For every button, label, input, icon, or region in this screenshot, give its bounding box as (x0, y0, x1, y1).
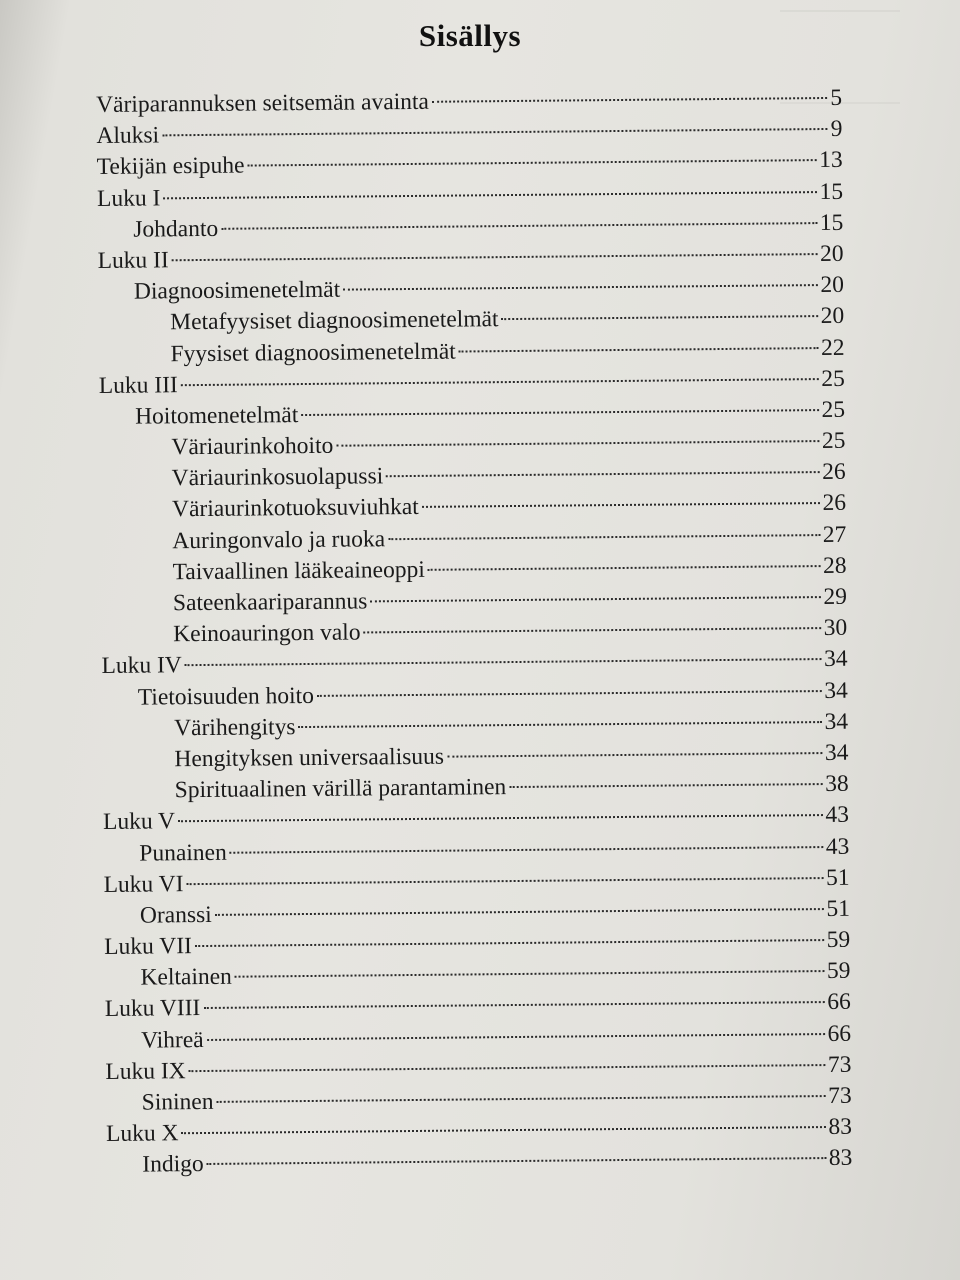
dot-leader (186, 877, 823, 885)
toc-entry-label: Auringonvalo ja ruoka (172, 525, 386, 554)
toc-entry-label: Väriparannuksen seitsemän avainta (96, 88, 430, 118)
toc-entry-page-number: 13 (819, 147, 843, 174)
toc-entry-label: Johdanto (133, 215, 219, 243)
toc-entry-label: Hoitomenetelmät (135, 401, 299, 430)
toc-entry-page-number: 43 (825, 802, 850, 829)
toc-entry-label: Luku VIII (104, 995, 201, 1023)
dot-leader (428, 565, 820, 571)
dot-leader (162, 128, 828, 136)
toc-entry-label: Vihreä (140, 1026, 204, 1054)
dot-leader (235, 970, 824, 978)
toc-entry-page-number: 30 (823, 615, 848, 642)
toc-entry-page-number: 15 (819, 209, 844, 236)
toc-entry-page-number: 9 (830, 116, 843, 143)
toc-entry-label: Luku III (98, 371, 178, 399)
toc-entry-page-number: 34 (824, 708, 849, 735)
toc-entry-label: Luku I (96, 184, 161, 212)
dot-leader (185, 658, 821, 666)
toc-entry-page-number: 25 (821, 365, 845, 392)
toc-entry-page-number: 34 (824, 739, 849, 766)
dot-leader (336, 440, 819, 447)
table-of-contents (96, 83, 852, 1182)
dot-leader (364, 627, 821, 633)
dot-leader (189, 1064, 825, 1072)
dot-leader (172, 253, 817, 261)
dot-leader (447, 752, 822, 758)
toc-entry (106, 1143, 852, 1181)
dot-leader (248, 159, 817, 166)
toc-entry-label: Luku VI (103, 870, 184, 898)
toc-entry-page-number: 34 (823, 646, 848, 673)
toc-entry-label: Luku V (102, 808, 176, 836)
toc-entry-page-number: 26 (822, 490, 847, 517)
dot-leader (501, 315, 817, 320)
toc-entry-label: Indigo (142, 1151, 204, 1178)
toc-entry-label: Oranssi (139, 901, 212, 929)
toc-entry-label: Punainen (139, 839, 227, 867)
dot-leader (459, 347, 818, 352)
toc-entry-label: Väriaurinkosuolapussi (171, 463, 384, 492)
toc-entry-label: Väriaurinkotuoksuviuhkat (171, 494, 419, 523)
dot-leader (221, 222, 817, 230)
toc-entry-page-number: 34 (824, 677, 848, 704)
dot-leader (388, 534, 820, 540)
dot-leader (301, 409, 818, 416)
toc-entry-page-number: 73 (828, 1082, 852, 1110)
dot-leader (181, 378, 819, 386)
toc-entry-page-number: 20 (820, 303, 845, 330)
toc-entry-label: Luku II (97, 247, 169, 274)
toc-entry-label: Keltainen (140, 963, 233, 991)
dot-leader (203, 1001, 824, 1009)
toc-entry-page-number: 25 (821, 396, 846, 423)
toc-entry-page-number: 83 (828, 1113, 853, 1141)
toc-entry-page-number: 73 (827, 1051, 852, 1078)
dot-leader (195, 939, 824, 947)
toc-entry-page-number: 59 (826, 926, 851, 954)
page-title: Sisällys (418, 18, 522, 53)
toc-entry-page-number: 20 (819, 240, 844, 267)
dot-leader (163, 191, 816, 199)
dot-leader (317, 690, 821, 697)
toc-entry-page-number: 66 (827, 989, 851, 1016)
dot-leader (370, 596, 820, 602)
dot-leader (422, 503, 820, 509)
toc-entry-page-number: 51 (826, 895, 851, 922)
toc-entry-page-number: 22 (820, 334, 845, 361)
toc-entry-page-number: 51 (825, 864, 850, 891)
toc-entry-label: Taivaallinen lääkeaineoppi (172, 556, 425, 586)
dot-leader (181, 1126, 825, 1134)
dot-leader (230, 846, 823, 854)
toc-entry-page-number: 29 (823, 583, 848, 611)
toc-entry-label: Tekijän esipuhe (96, 152, 245, 181)
toc-entry-label: Hengityksen universaalisuus (174, 743, 445, 773)
toc-entry-label: Tietoisuuden hoito (137, 682, 315, 711)
toc-entry-label: Luku X (105, 1120, 179, 1148)
toc-entry-label: Spirituaalinen värillä parantaminen (174, 774, 507, 804)
toc-entry-label: Fyysiset diagnoosimenetelmät (170, 338, 456, 367)
dot-leader (178, 814, 822, 822)
toc-entry-page-number: 66 (827, 1020, 852, 1047)
toc-entry-label: Diagnoosimenetelmät (133, 276, 341, 305)
toc-entry-label: Metafyysiset diagnoosimenetelmät (170, 306, 499, 336)
toc-entry-label: Luku IX (105, 1057, 186, 1085)
toc-entry-page-number: 15 (819, 178, 844, 205)
dot-leader (207, 1033, 825, 1041)
dot-leader (343, 284, 817, 291)
toc-entry-page-number: 59 (826, 958, 851, 985)
toc-entry-label: Aluksi (96, 122, 160, 150)
dot-leader (299, 721, 822, 728)
toc-entry-page-number: 28 (822, 552, 847, 579)
toc-entry-page-number: 25 (821, 427, 846, 455)
toc-entry-page-number: 5 (830, 84, 843, 111)
toc-entry-label: Värihengitys (174, 713, 296, 742)
dot-leader (207, 1157, 826, 1165)
toc-entry-page-number: 83 (828, 1145, 853, 1172)
dot-leader (217, 1095, 826, 1103)
toc-entry-page-number: 26 (822, 459, 846, 486)
toc-entry-label: Luku VII (104, 933, 193, 961)
toc-entry-page-number: 38 (825, 770, 849, 798)
toc-entry-label: Luku IV (101, 652, 182, 680)
toc-entry-label: Sininen (141, 1088, 214, 1116)
toc-entry-label: Keinoauringon valo (173, 619, 361, 648)
toc-entry-label: Sateenkaariparannus (172, 588, 368, 617)
toc-entry-page-number: 20 (820, 271, 845, 299)
toc-entry-page-number: 27 (822, 521, 847, 548)
dot-leader (386, 471, 819, 477)
toc-entry-page-number: 43 (825, 833, 850, 860)
toc-entry-label: Väriaurinkohoito (171, 432, 334, 461)
dot-leader (509, 783, 822, 788)
dot-leader (215, 908, 824, 916)
dot-leader (432, 97, 827, 103)
